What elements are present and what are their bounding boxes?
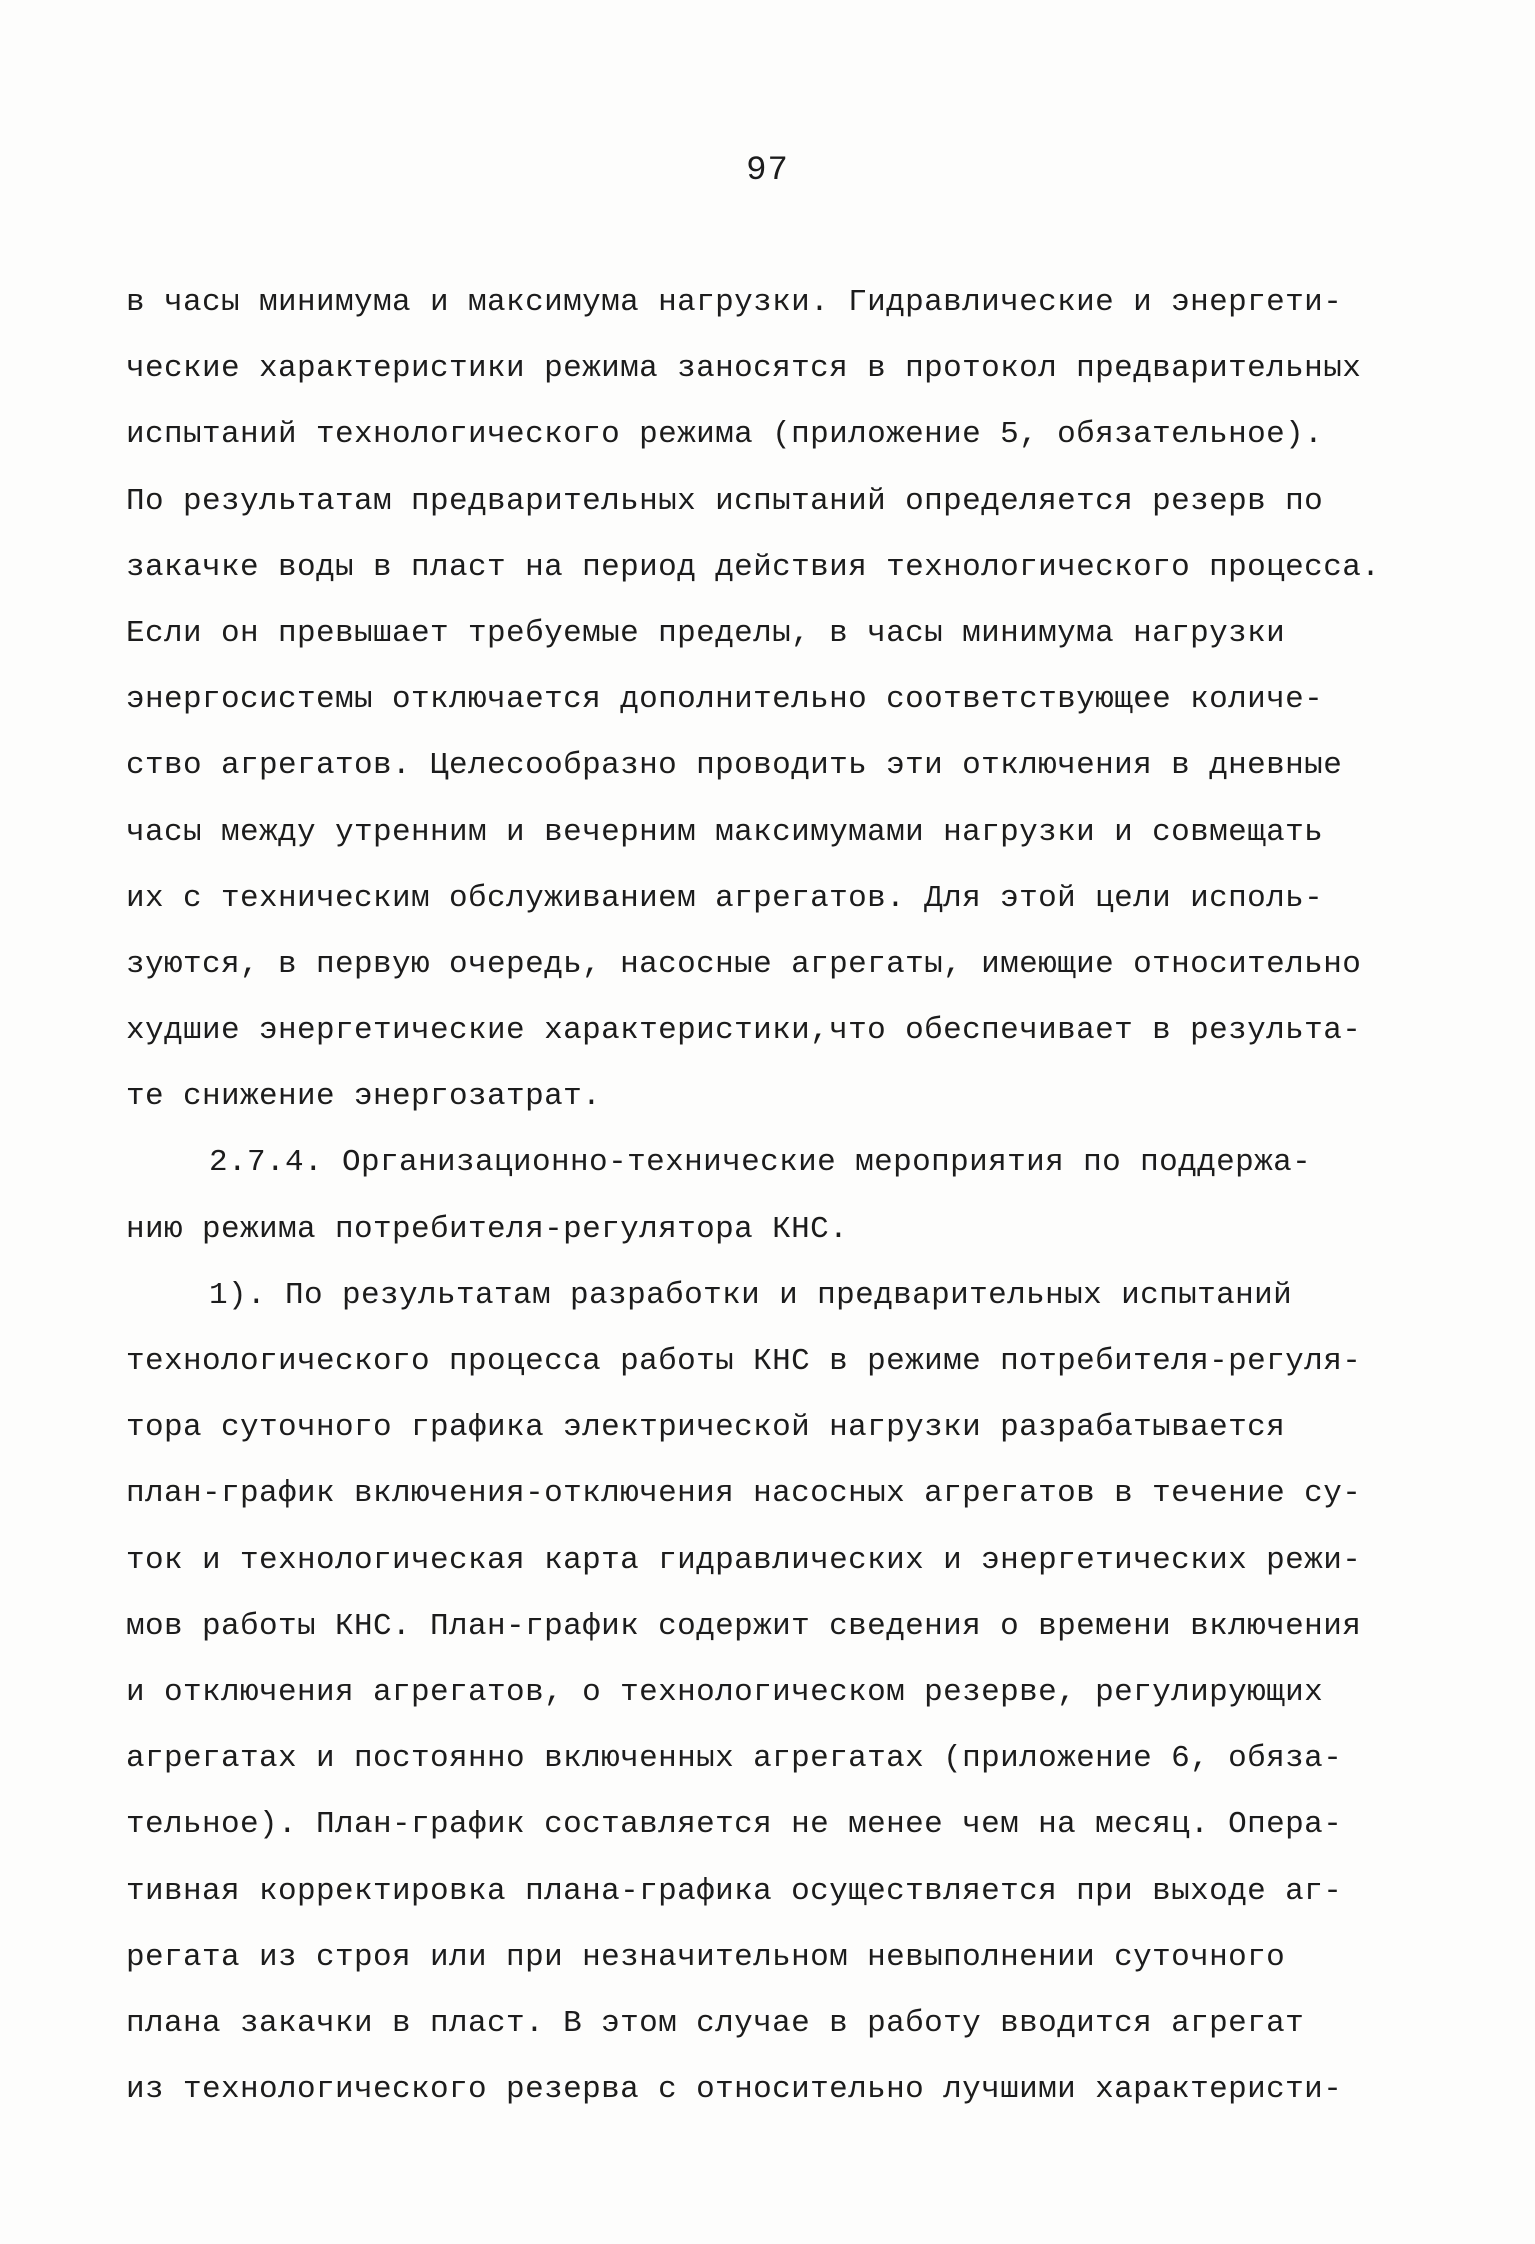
text-line: агрегатах и постоянно включенных агрегатах (приложение 6, обяза- [126,1741,1343,1777]
text-line: часы между утренним и вечерним максимумами нагрузки и совмещать [126,814,1324,850]
text-line: энергосистемы отключается дополнительно соответствующее количе- [126,682,1324,718]
text-line: из технологического резерва с относительно лучшими характеристи- [126,2072,1343,2108]
text-line: тельное). План-график составляется не менее чем на месяц. Опера- [126,1807,1343,1843]
text-line: ток и технологическая карта гидравлических и энергетических режи- [126,1542,1362,1578]
text-line: ческие характеристики режима заносятся в протокол предварительных [126,351,1362,387]
text-line: тора суточного графика электрической нагрузки разрабатывается [126,1410,1286,1446]
text-line: технологического процесса работы КНС в режиме потребителя-регуля- [126,1344,1362,1379]
text-line: мов работы КНС. План-график содержит сведения о времени включения [126,1608,1362,1644]
section-heading-line: 2.7.4. Организационно-технические мероприятия по поддержа- [209,1145,1312,1181]
text-line: регата из строя или при незначительном невыполнении суточного [126,1939,1286,1975]
text-line: закачке воды в пласт на период действия технологического процесса. [126,549,1381,585]
text-line: По результатам предварительных испытаний определяется резерв по [126,483,1324,519]
text-line: плана закачки в пласт. В этом случае в работу вводится агрегат [126,2005,1305,2041]
page-number: 97 [746,152,789,190]
section-heading-line: нию режима потребителя-регулятора КНС. [126,1211,849,1247]
text-line: испытаний технологического режима (приложение 5, обязательное). [126,417,1324,453]
paragraph-load-regime [126,270,1416,1130]
text-line: зуются, в первую очередь, насосные агрегаты, имеющие относительно [126,946,1362,982]
list-item-1 [126,1263,1416,2123]
text-line: Если он превышает требуемые пределы, в часы минимума нагрузки [126,615,1286,651]
body-text [126,270,1416,2123]
text-line: план-график включения-отключения насосных агрегатов в течение су- [126,1476,1362,1512]
text-line: ство агрегатов. Целесообразно проводить эти отключения в дневные [126,748,1343,784]
text-line: их с техническим обслуживанием агрегатов. Для этой цели исполь- [126,880,1324,916]
text-line: 1). По результатам разработки и предварительных испытаний [209,1277,1293,1313]
section-heading-2-7-4 [126,1130,1416,1262]
text-line: тивная корректировка плана-графика осуществляется при выходе аг- [126,1873,1343,1909]
text-line: те снижение энергозатрат. [126,1079,602,1115]
text-line: худшие энергетические характеристики,что обеспечивает в результа- [126,1013,1362,1049]
text-line: в часы минимума и максимума нагрузки. Гидравлические и энергети- [126,285,1343,320]
text-line: и отключения агрегатов, о технологическом резерве, регулирующих [126,1674,1324,1710]
